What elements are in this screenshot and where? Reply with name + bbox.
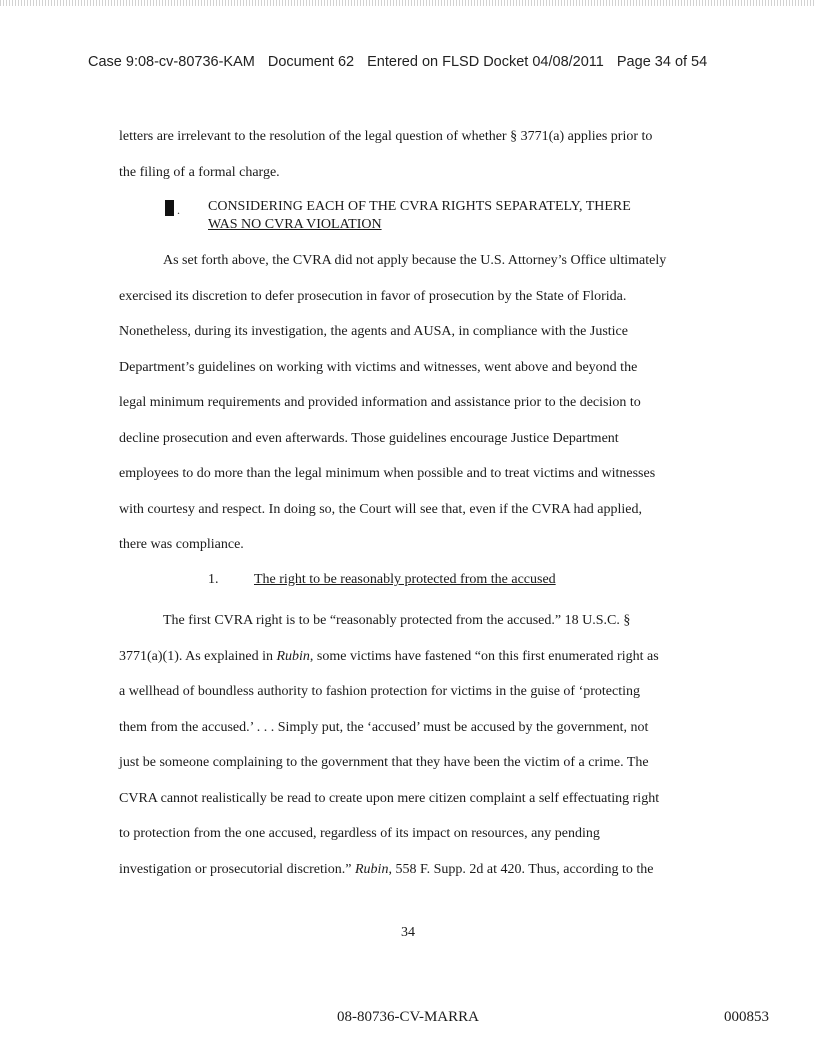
header-entered: Entered on FLSD Docket 04/08/2011 (367, 54, 604, 70)
subheading-title: The right to be reasonably protected from the accused (254, 572, 556, 587)
subheading (208, 572, 556, 588)
paragraph-1 (119, 243, 709, 563)
text-line: just be someone complaining to the government that they have been the victim of a crime. The (119, 755, 649, 770)
redaction-marker (165, 200, 174, 216)
section-heading-line2: WAS NO CVRA VIOLATION (208, 217, 382, 232)
header-page: Page 34 of 54 (616, 54, 708, 70)
case-citation: Rubin (355, 861, 389, 877)
docket-header (88, 54, 748, 70)
subheading-number: 1. (208, 572, 219, 587)
text-line: there was compliance. (119, 537, 244, 552)
text-line: a wellhead of boundless authority to fashion protection for victims in the guise of ‘protecting (119, 684, 640, 699)
text-line: the filing of a formal charge. (119, 164, 280, 180)
header-case: Case 9:08-cv-80736-KAM (88, 54, 255, 70)
text-line: legal minimum requirements and provided information and assistance prior to the decision to (119, 395, 641, 410)
text-line: letters are irrelevant to the resolution of the legal question of whether § 3771(a) applies prior to (119, 129, 653, 144)
footer-bates-number: 000853 (724, 1009, 769, 1025)
text-line: Nonetheless, during its investigation, the agents and AUSA, in compliance with the Justice (119, 324, 628, 339)
header-document: Document 62 (267, 54, 355, 70)
text-line: Department’s guidelines on working with victims and witnesses, went above and beyond the (119, 359, 638, 375)
text-line: 3771(a)(1). As explained in Rubin, some victims have fastened “on this first enumerated right as (119, 648, 659, 664)
intro-paragraph (119, 119, 709, 190)
section-heading-text (208, 198, 688, 234)
text-line: employees to do more than the legal minimum when possible and to treat victims and witnesses (119, 466, 656, 481)
text-line: to protection from the one accused, regardless of its impact on resources, any pending (119, 826, 600, 841)
text-line: them from the accused.’ . . . Simply put, the ‘accused’ must be accused by the government, not (119, 719, 649, 735)
text-line: exercised its discretion to defer prosecution in favor of prosecution by the State of Florida. (119, 288, 627, 304)
text-line: with courtesy and respect. In doing so, the Court will see that, even if the CVRA had applied, (119, 501, 642, 517)
text-line: CVRA cannot realistically be read to create upon mere citizen complaint a self effectuating right (119, 790, 660, 806)
page-number: 34 (401, 925, 415, 940)
text-line: decline prosecution and even afterwards. Those guidelines encourage Justice Department (119, 430, 619, 446)
text-line: investigation or prosecutorial discretion.” Rubin, 558 F. Supp. 2d at 420. Thus, according to the (119, 861, 654, 877)
section-heading-line1: CONSIDERING EACH OF THE CVRA RIGHTS SEPARATELY, THERE (208, 199, 631, 214)
scan-artifact-top (0, 0, 816, 6)
heading-marker-dot: . (177, 203, 180, 217)
text-line: The first CVRA right is to be “reasonably protected from the accused.” 18 U.S.C. § (163, 613, 631, 628)
case-citation: Rubin (276, 648, 310, 664)
text-line: As set forth above, the CVRA did not apply because the U.S. Attorney’s Office ultimately (163, 253, 667, 268)
paragraph-2 (119, 603, 709, 887)
footer-case-number: 08-80736-CV-MARRA (337, 1009, 479, 1025)
